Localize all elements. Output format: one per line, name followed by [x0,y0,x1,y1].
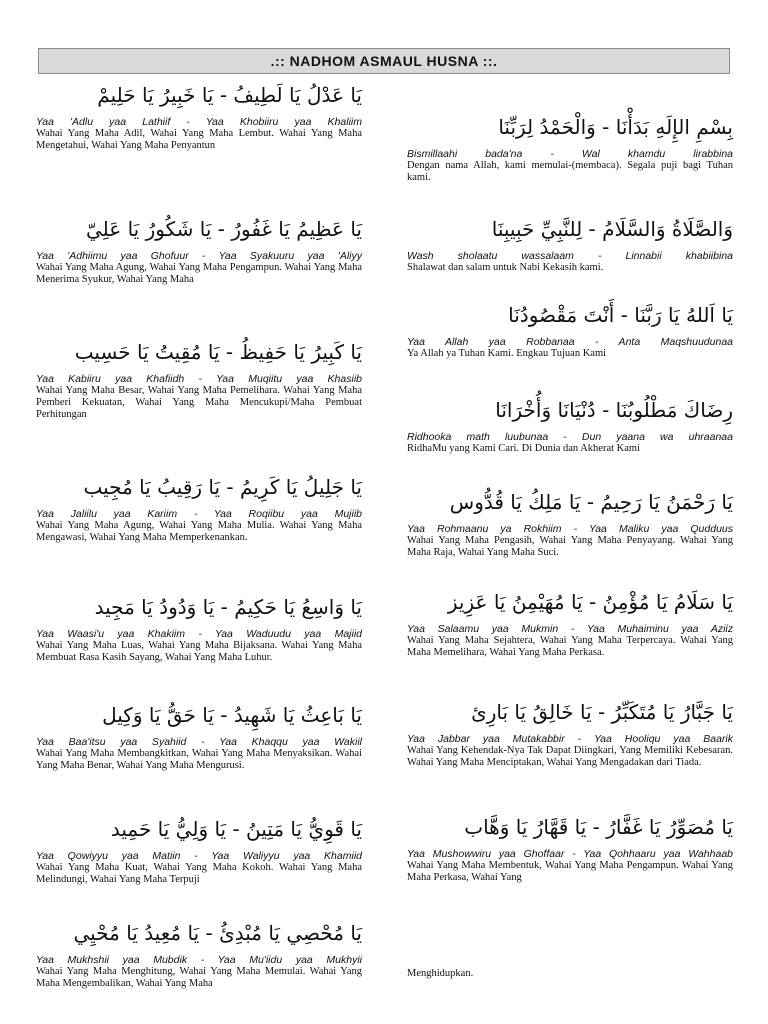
verse-entry [36,812,362,886]
translation-text: Shalawat dan salam untuk Nabi Kekasih kami. [407,262,604,273]
arabic-verse: يَا عَدْلُ يَا لَطِيفُ - يَا خَبِيرُ يَا حَلِيمْ [97,83,362,107]
translation-text: Wahai Yang Kehendak-Nya Tak Dapat Diingkari, Yang Memiliki Kebesaran. Wahai Yang Maha Menciptakan, Wahai Yang Mengadakan dari Tiada. [407,745,733,768]
translation-text: Wahai Yang Maha Besar, Wahai Yang Maha Pemelihara. Wahai Yang Maha Pemberi Kekuatan, Wahai Yang Maha Mencukupi/Maha Pembuat Perhitungan [36,385,362,420]
latin-transliteration: Yaa Allah yaa Robbanaa - Anta Maqshuudunaa [407,336,733,348]
arabic-verse: يَا وَاسِعُ يَا حَكِيمُ - يَا وَدُودُ يَا مَجِيد [94,595,362,619]
latin-transliteration: Yaa Baa'itsu yaa Syahiid - Yaa Khaqqu yaa Wakiil [36,736,362,748]
arabic-verse: يَا اَللهُ يَا رَبَّنَا - أَنْتَ مَقْصُودُنَا [508,303,733,327]
latin-transliteration: Yaa Kabiiru yaa Khafiidh - Yaa Muqiitu yaa Khasiib [36,373,362,385]
arabic-verse: وَالصَّلَاةُ وَالسَّلَامُ - لِلنَّبِيِّ حَبِيبِنَا [491,217,733,241]
latin-transliteration: Wash sholaatu wassalaam - Linnabii khabiibina [407,250,733,262]
translation-text: Wahai Yang Maha Adil, Wahai Yang Maha Lembut. Wahai Yang Maha Mengetahui, Wahai Yang Maha Penyantun [36,128,362,151]
translation-text: Wahai Yang Maha Membangkitkan, Wahai Yang Maha Menyaksikan. Wahai Yang Maha Benar, Wahai Yang Maha Mengurusi. [36,748,362,771]
verse-entry [407,110,733,184]
translation-text: Wahai Yang Maha Kuat, Wahai Yang Maha Kokoh. Wahai Yang Maha Melindungi, Wahai Yang Maha Terpuji [36,862,362,885]
latin-transliteration: Yaa 'Adlu yaa Lathiif - Yaa Khobiiru yaa Khaliim [36,116,362,128]
translation-text: Wahai Yang Maha Membentuk, Wahai Yang Maha Pengampun. Wahai Yang Maha Perkasa, Wahai Yang [407,860,733,883]
latin-transliteration: Yaa Qowiyyu yaa Matiin - Yaa Waliyyu yaa Khamiid [36,850,362,862]
latin-transliteration: Yaa Rohmaanu ya Rokhiim - Yaa Maliku yaa Qudduus [407,523,733,535]
verse-entry [36,698,362,772]
arabic-verse: يَا مُحْصِي يَا مُبْدِئُ - يَا مُعِيدُ يَا مُحْيِي [73,921,362,945]
verse-entry [36,78,362,152]
latin-transliteration: Yaa Jabbar yaa Mutakabbir - Yaa Hooliqu yaa Baarik [407,733,733,745]
verse-entry [36,212,362,286]
verse-entry [407,485,733,559]
arabic-verse: رِضَاكَ مَطْلُوبُنَا - دُنْيَانَا وَأُخْرَانَا [495,398,733,422]
latin-transliteration: Yaa 'Adhiimu yaa Ghofuur - Yaa Syakuuru yaa 'Aliyy [36,250,362,262]
translation-text: RidhaMu yang Kami Cari. Di Dunia dan Akherat Kami [407,443,640,454]
verse-entry [407,585,733,659]
arabic-verse: يَا مُصَوِّرُ يَا غَفَّارُ - يَا قَهَّارُ يَا وَهَّاب [464,815,733,839]
verse-entry [407,298,733,360]
arabic-verse: يَا جَلِيلُ يَا كَرِيمُ - يَا رَقِيبُ يَا مُجِيب [83,475,362,499]
arabic-verse: يَا كَبِيرُ يَا حَفِيظُ - يَا مُقِيتُ يَا حَسِيب [74,340,362,364]
arabic-verse: يَا جَبَّارُ يَا مُتَكَبِّرُ - يَا خَالِقُ يَا بَارِئ [471,700,733,724]
arabic-verse: بِسْمِ الإِلَهِ بَدَأْنَا - وَالْحَمْدُ لِرَبِّنَا [498,115,733,139]
verse-entry [36,335,362,421]
translation-text: Wahai Yang Maha Pengasih, Wahai Yang Maha Penyayang. Wahai Yang Maha Raja, Wahai Yang Maha Suci. [407,535,733,558]
verse-entry [36,590,362,664]
translation-text: Menghidupkan. [407,968,474,979]
page-title: .:: NADHOM ASMAUL HUSNA ::. [38,48,730,74]
verse-entry [36,470,362,544]
translation-text: Wahai Yang Maha Agung, Wahai Yang Maha Mulia. Wahai Yang Maha Mengawasi, Wahai Yang Maha Memperkenankan. [36,520,362,543]
verse-entry [407,968,733,980]
verse-entry [407,393,733,455]
latin-transliteration: Yaa Mukhshii yaa Mubdik - Yaa Mu'iidu yaa Mukhyii [36,954,362,966]
arabic-verse: يَا رَحْمَنُ يَا رَحِيمُ - يَا مَلِكُ يَا قُدُّوس [449,490,733,514]
arabic-verse: يَا قَوِيُّ يَا مَتِينُ - يَا وَلِيُّ يَا حَمِيد [110,817,362,841]
latin-transliteration: Yaa Waasi'u yaa Khakiim - Yaa Waduudu yaa Majiid [36,628,362,640]
latin-transliteration: Yaa Salaamu yaa Mukmin - Yaa Muhaiminu yaa Aziiz [407,623,733,635]
translation-text: Wahai Yang Maha Luas, Wahai Yang Maha Bijaksana. Wahai Yang Maha Membuat Rasa Kasih Sayang, Wahai Yang Maha Luhur. [36,640,362,663]
latin-transliteration: Yaa Mushowwiru yaa Ghoffaar - Yaa Qohhaaru yaa Wahhaab [407,848,733,860]
arabic-verse: يَا سَلَامُ يَا مُؤْمِنُ - يَا مُهَيْمِنُ يَا عَزِيز [447,590,733,614]
verse-entry [36,916,362,990]
latin-transliteration: Bismillaahi bada'na - Wal khamdu lirabbina [407,148,733,160]
translation-text: Wahai Yang Maha Menghitung, Wahai Yang Maha Memulai. Wahai Yang Maha Mengembalikan, Wahai Yang Maha [36,966,362,989]
translation-text: Wahai Yang Maha Agung, Wahai Yang Maha Pengampun. Wahai Yang Maha Menerima Syukur, Wahai Yang Maha [36,262,362,285]
verse-entry [407,212,733,274]
arabic-verse: يَا عَظِيمُ يَا غَفُورُ - يَا شَكُورُ يَا عَلِيّ [86,217,362,241]
verse-entry [407,695,733,769]
verse-entry [407,810,733,884]
translation-text: Wahai Yang Maha Sejahtera, Wahai Yang Maha Terpercaya. Wahai Yang Maha Memelihara, Wahai Yang Maha Perkasa. [407,635,733,658]
translation-text: Ya Allah ya Tuhan Kami. Engkau Tujuan Kami [407,348,607,359]
arabic-verse: يَا بَاعِثُ يَا شَهِيدُ - يَا حَقُّ يَا وَكِيل [102,703,362,727]
latin-transliteration: Ridhooka math luubunaa - Dun yaana wa uhraanaa [407,431,733,443]
translation-text: Dengan nama Allah, kami memulai-(membaca). Segala puji bagi Tuhan kami. [407,160,733,183]
latin-transliteration: Yaa Jaliilu yaa Kariim - Yaa Roqiibu yaa Mujiib [36,508,362,520]
